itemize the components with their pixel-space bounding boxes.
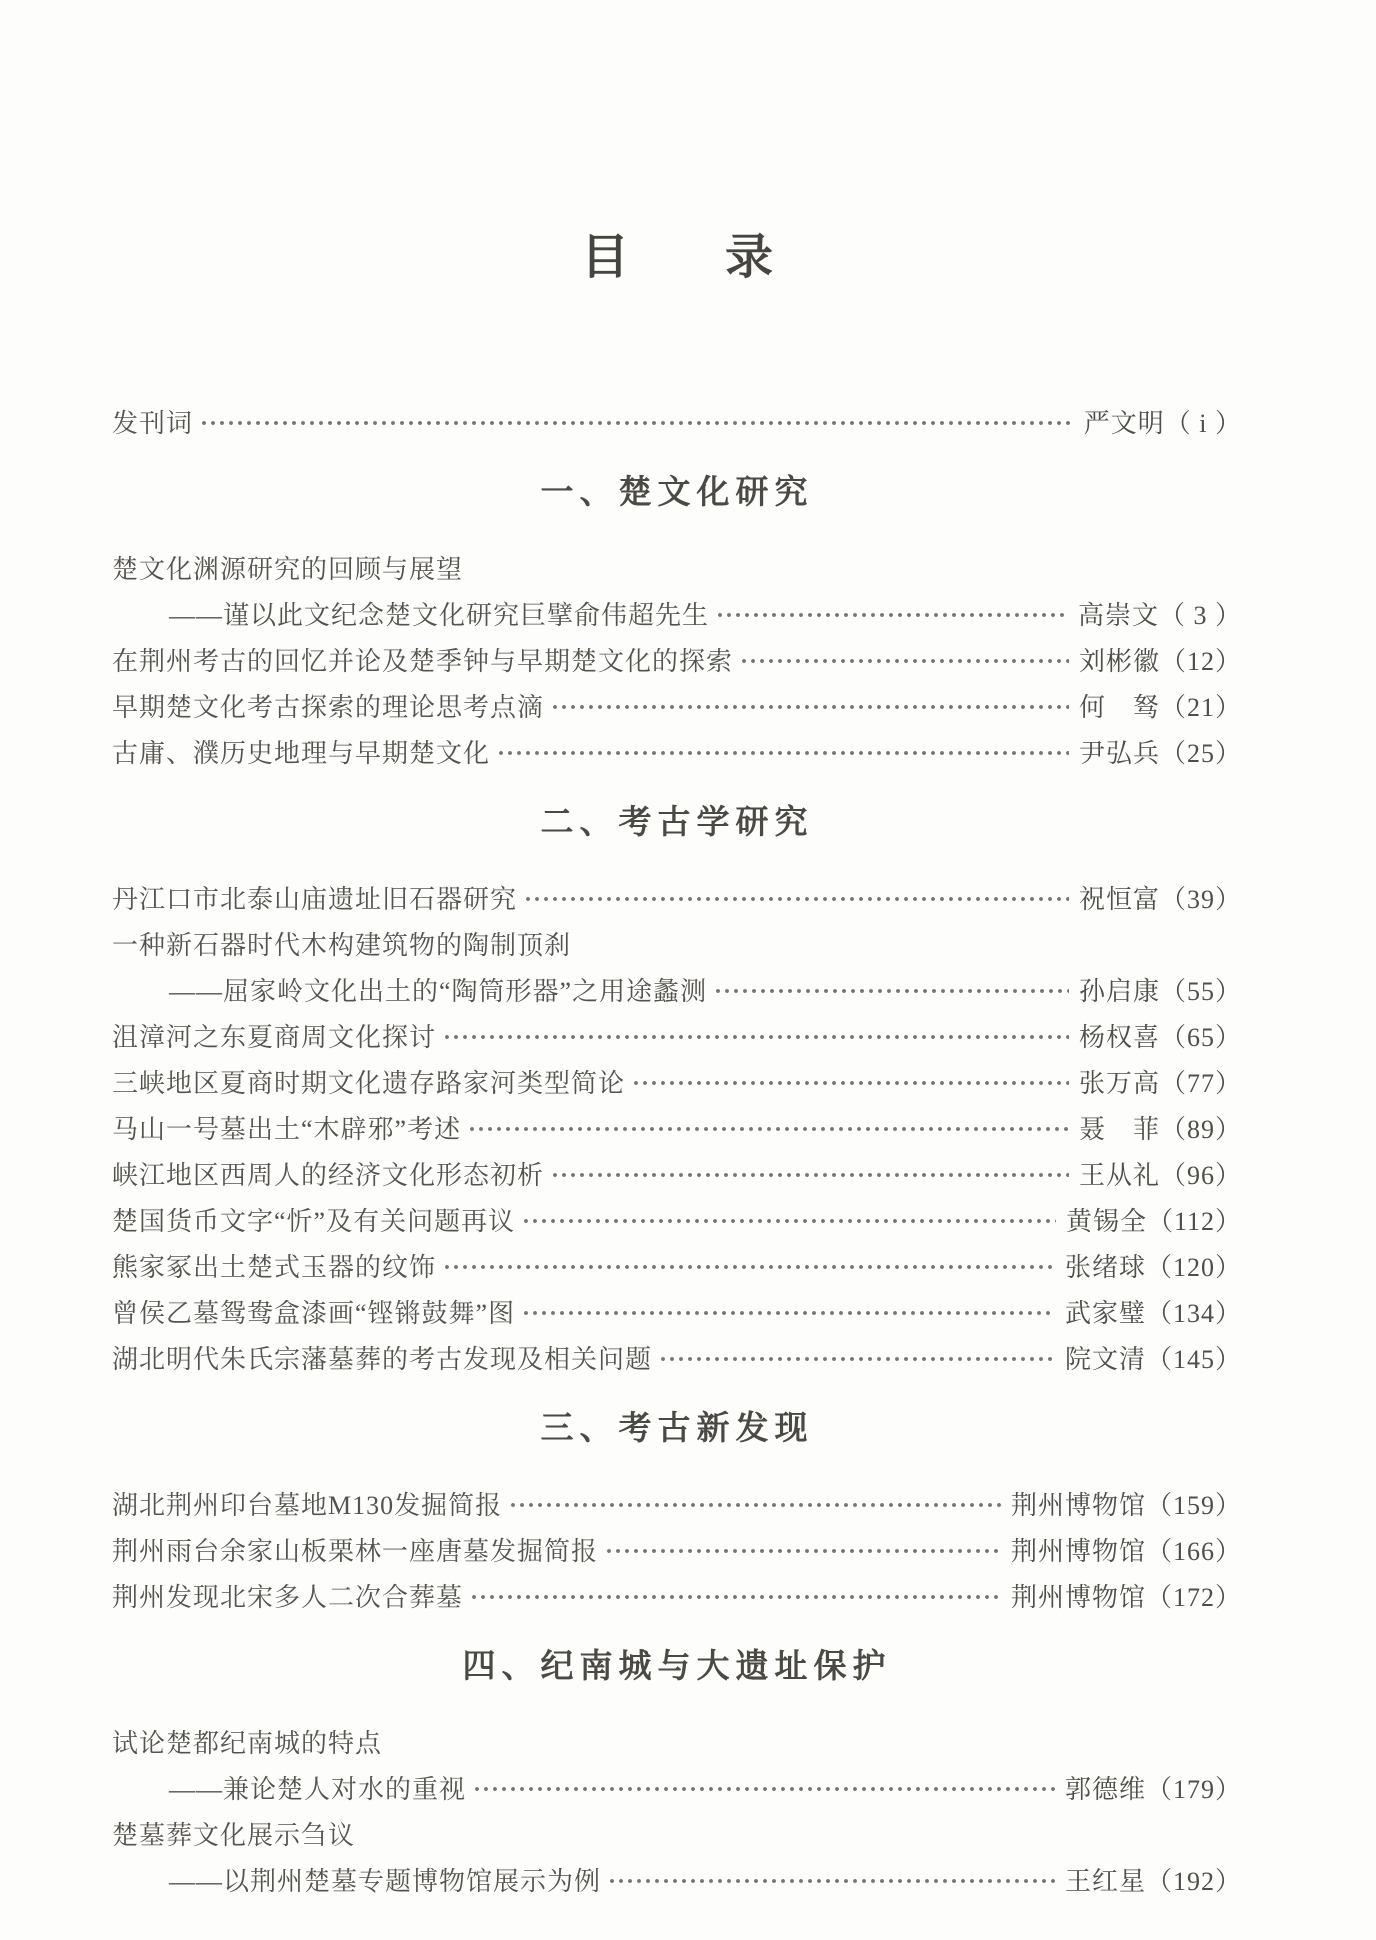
dot-leader bbox=[498, 750, 1069, 756]
toc-entry bbox=[112, 1012, 1242, 1058]
toc-entry bbox=[112, 1058, 1242, 1104]
entry-author-page: 郭德维（179） bbox=[1064, 1774, 1242, 1804]
entry-title: 一种新石器时代木构建筑物的陶制顶刹 bbox=[112, 930, 572, 960]
entry-author-page: 孙启康（55） bbox=[1078, 976, 1242, 1006]
toc-title-line bbox=[112, 1810, 1242, 1856]
toc-entry bbox=[112, 1572, 1242, 1618]
entry-author-page: 张万高（77） bbox=[1078, 1068, 1242, 1098]
entry-author-page: 祝恒富（39） bbox=[1078, 884, 1242, 914]
entry-title: 楚文化渊源研究的回顾与展望 bbox=[112, 554, 464, 584]
entry-title: 荆州发现北宋多人二次合葬墓 bbox=[112, 1582, 464, 1612]
toc-entry bbox=[112, 1856, 1242, 1902]
dot-leader bbox=[471, 1594, 1001, 1600]
toc-entry bbox=[112, 1150, 1242, 1196]
section-heading: 二、考古学研究 bbox=[540, 803, 814, 840]
entry-title: 沮漳河之东夏商周文化探讨 bbox=[112, 1022, 437, 1052]
dot-leader bbox=[606, 1548, 1001, 1554]
dot-leader bbox=[523, 1310, 1055, 1316]
entry-author-page: 何 驽（21） bbox=[1078, 692, 1242, 722]
toc-entry bbox=[112, 1288, 1242, 1334]
entry-title: 荆州雨台余家山板栗林一座唐墓发掘简报 bbox=[112, 1536, 599, 1566]
entry-title: ——屈家岭文化出土的“陶筒形器”之用途蠡测 bbox=[169, 976, 708, 1006]
entry-title: 在荆州考古的回忆并论及楚季钟与早期楚文化的探索 bbox=[112, 646, 734, 676]
toc-entry bbox=[112, 728, 1242, 774]
entry-author-page: 荆州博物馆（172） bbox=[1010, 1582, 1242, 1612]
entry-author-page: 院文清（145） bbox=[1064, 1344, 1242, 1374]
dot-leader bbox=[525, 896, 1069, 902]
entry-title: 湖北荆州印台墓地M130发掘简报 bbox=[112, 1490, 503, 1520]
toc-entry bbox=[112, 398, 1242, 444]
page-title: 目 录 bbox=[580, 231, 773, 284]
toc-entry bbox=[112, 636, 1242, 682]
toc-entry bbox=[112, 682, 1242, 728]
section-heading: 一、楚文化研究 bbox=[540, 473, 814, 510]
entry-author-page: 武家璧（134） bbox=[1064, 1298, 1242, 1328]
dot-leader bbox=[474, 1786, 1055, 1792]
entry-author-page: 严文明（ i ） bbox=[1083, 408, 1242, 438]
toc-entry bbox=[112, 1242, 1242, 1288]
toc-entry bbox=[112, 1480, 1242, 1526]
dot-leader bbox=[469, 1126, 1069, 1132]
entry-author-page: 黄锡全（112） bbox=[1065, 1206, 1242, 1236]
entry-title: 湖北明代朱氏宗藩墓葬的考古发现及相关问题 bbox=[112, 1344, 653, 1374]
entry-author-page: 王从礼（96） bbox=[1078, 1160, 1242, 1190]
toc-entry bbox=[112, 590, 1242, 636]
entry-title: 曾侯乙墓鸳鸯盒漆画“铿锵鼓舞”图 bbox=[112, 1298, 516, 1328]
entry-title: 早期楚文化考古探索的理论思考点滴 bbox=[112, 692, 545, 722]
entry-author-page: 荆州博物馆（166） bbox=[1010, 1536, 1242, 1566]
entry-title: 峡江地区西周人的经济文化形态初析 bbox=[112, 1160, 545, 1190]
toc-title-line bbox=[112, 1718, 1242, 1764]
entry-author-page: 张绪球（120） bbox=[1064, 1252, 1242, 1282]
entry-title: ——兼论楚人对水的重视 bbox=[169, 1774, 467, 1804]
entry-title: 古庸、濮历史地理与早期楚文化 bbox=[112, 738, 491, 768]
dot-leader bbox=[510, 1502, 1001, 1508]
dot-leader bbox=[717, 612, 1068, 618]
entry-title: 三峡地区夏商时期文化遗存路家河类型简论 bbox=[112, 1068, 626, 1098]
toc-entry bbox=[112, 1196, 1242, 1242]
dot-leader bbox=[633, 1080, 1069, 1086]
dot-leader bbox=[660, 1356, 1055, 1362]
dot-leader bbox=[741, 658, 1069, 664]
dot-leader bbox=[523, 1218, 1056, 1224]
dot-leader bbox=[201, 420, 1074, 426]
entry-title: 熊家冢出土楚式玉器的纹饰 bbox=[112, 1252, 437, 1282]
entry-author-page: 刘彬徽（12） bbox=[1078, 646, 1242, 676]
entry-title: 楚墓葬文化展示刍议 bbox=[112, 1820, 356, 1850]
entry-title: 丹江口市北泰山庙遗址旧石器研究 bbox=[112, 884, 518, 914]
entry-author-page: 尹弘兵（25） bbox=[1078, 738, 1242, 768]
toc-entry bbox=[112, 1764, 1242, 1810]
entry-title: 楚国货币文字“忻”及有关问题再议 bbox=[112, 1206, 516, 1236]
entry-title: 发刊词 bbox=[112, 408, 194, 438]
entry-title: ——谨以此文纪念楚文化研究巨擘俞伟超先生 bbox=[169, 600, 710, 630]
entry-title: 试论楚都纪南城的特点 bbox=[112, 1728, 383, 1758]
entry-author-page: 荆州博物馆（159） bbox=[1010, 1490, 1242, 1520]
toc-entry bbox=[112, 1104, 1242, 1150]
section-heading: 四、纪南城与大遗址保护 bbox=[462, 1647, 892, 1684]
toc-title-line bbox=[112, 544, 1242, 590]
dot-leader bbox=[552, 704, 1069, 710]
dot-leader bbox=[444, 1034, 1069, 1040]
toc-title-line bbox=[112, 920, 1242, 966]
dot-leader bbox=[715, 988, 1069, 994]
dot-leader bbox=[609, 1878, 1055, 1884]
section-heading: 三、考古新发现 bbox=[540, 1409, 814, 1446]
entry-title: 马山一号墓出土“木辟邪”考述 bbox=[112, 1114, 462, 1144]
entry-author-page: 高崇文（ 3 ） bbox=[1077, 600, 1242, 630]
toc-entry bbox=[112, 874, 1242, 920]
dot-leader bbox=[552, 1172, 1069, 1178]
entry-author-page: 杨权喜（65） bbox=[1078, 1022, 1242, 1052]
toc-entry bbox=[112, 966, 1242, 1012]
entry-author-page: 聂 菲（89） bbox=[1078, 1114, 1242, 1144]
toc-entry bbox=[112, 1526, 1242, 1572]
toc-list bbox=[112, 398, 1242, 1902]
toc-entry bbox=[112, 1334, 1242, 1380]
entry-title: ——以荆州楚墓专题博物馆展示为例 bbox=[169, 1866, 602, 1896]
entry-author-page: 王红星（192） bbox=[1064, 1866, 1242, 1896]
dot-leader bbox=[444, 1264, 1055, 1270]
